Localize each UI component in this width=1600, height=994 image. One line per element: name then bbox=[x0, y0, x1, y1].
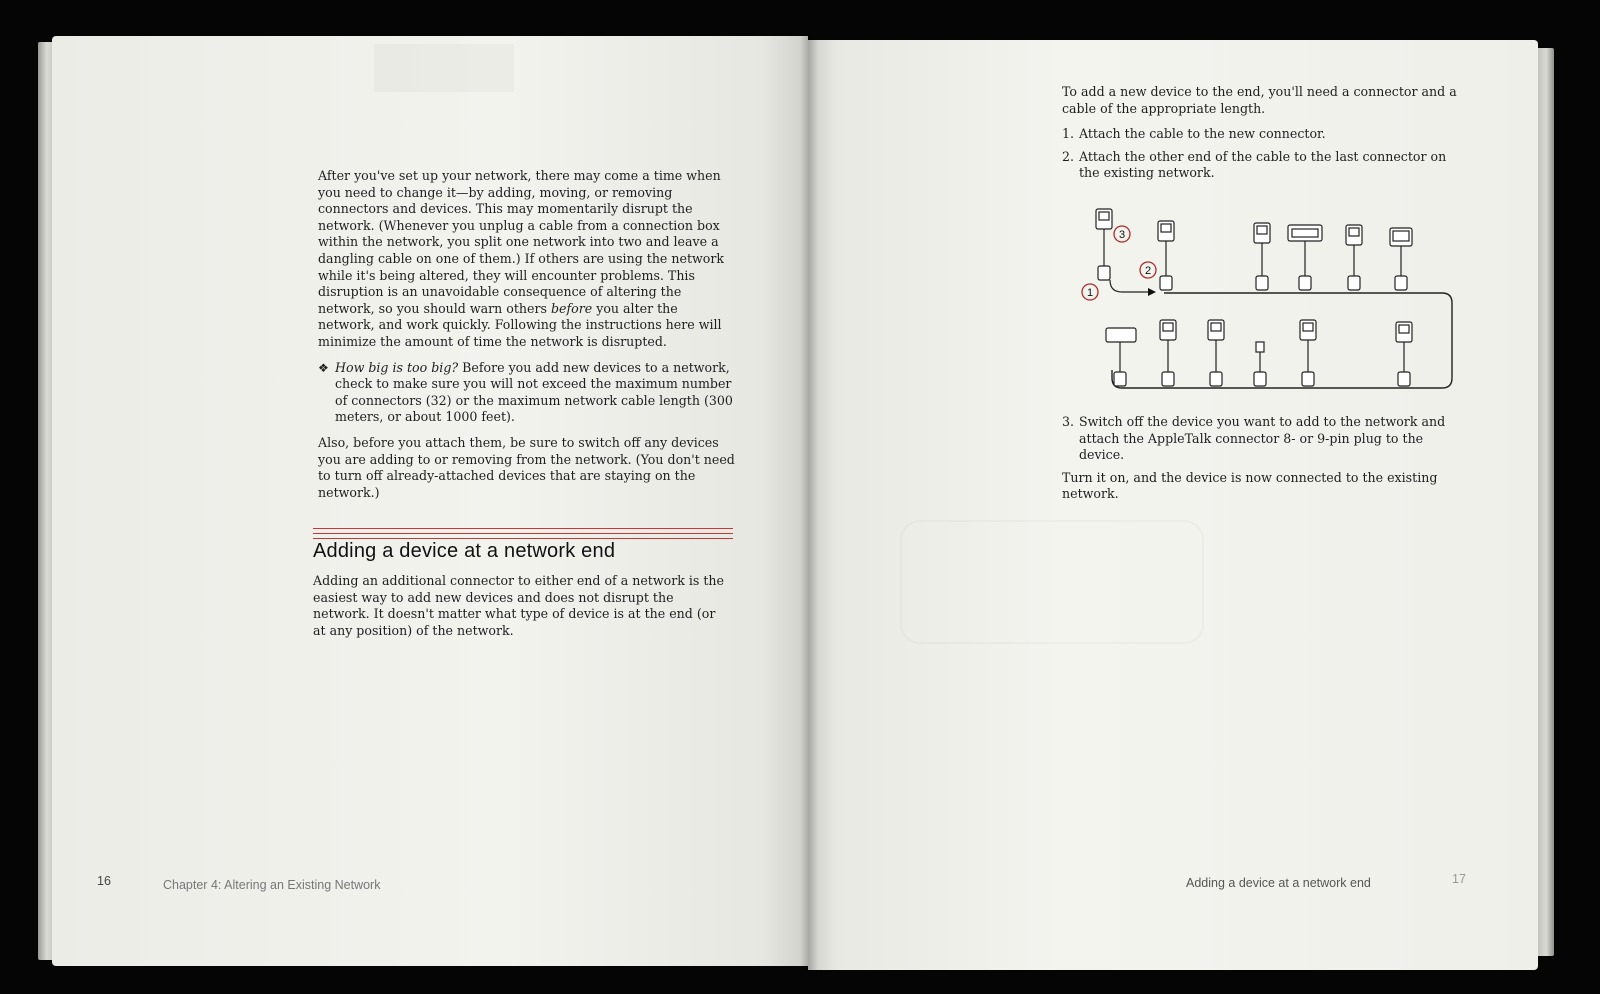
red-rule-middle bbox=[313, 533, 733, 534]
left-body bbox=[318, 168, 736, 510]
arrow-icon bbox=[1148, 288, 1156, 296]
tip-text: Before you add new devices to a network, check to make sure you will not exceed the maximum number of connectors (32) or the maximum network cable length (300 meters, or about 1000 feet). bbox=[335, 359, 733, 425]
plug-icon bbox=[1256, 342, 1264, 352]
page-number-left: 16 bbox=[97, 874, 111, 888]
top-row-devices bbox=[1096, 209, 1412, 290]
closing-paragraph: Turn it on, and the device is now connected to the existing network. bbox=[1062, 469, 1438, 502]
callout-3 bbox=[1114, 226, 1130, 242]
running-footer-right: Adding a device at a network end bbox=[1186, 876, 1371, 890]
callout-1 bbox=[1082, 284, 1098, 300]
steps-list-continued bbox=[1062, 414, 1466, 464]
red-rule-bottom bbox=[313, 538, 733, 539]
red-rule-top bbox=[313, 528, 733, 529]
tip-question: How big is too big? bbox=[335, 359, 459, 375]
step-item: 1. Attach the cable to the new connector. bbox=[1062, 126, 1326, 142]
diamond-bullet-icon: ❖ bbox=[318, 360, 329, 375]
svg-text:3: 3 bbox=[1118, 229, 1126, 241]
svg-text:2: 2 bbox=[1144, 265, 1152, 277]
network-diagram bbox=[1086, 200, 1492, 410]
connector-box-icon bbox=[1299, 276, 1311, 290]
right-body-top bbox=[1062, 84, 1466, 188]
new-cable bbox=[1110, 280, 1150, 292]
section-heading: Adding a device at a network end bbox=[313, 540, 616, 562]
connector-box-icon bbox=[1256, 276, 1268, 290]
connector-box-icon bbox=[1395, 276, 1407, 290]
page-number-right: 17 bbox=[1452, 872, 1466, 886]
mac-screen-icon bbox=[1099, 212, 1109, 220]
running-footer-left: Chapter 4: Altering an Existing Network bbox=[163, 878, 381, 892]
right-intro-paragraph: To add a new device to the end, you'll need a connector and a cable of the appropriate length. bbox=[1062, 84, 1457, 116]
section-paragraph: Adding an additional connector to either end of a network is the easiest way to add new devices and does not disrupt the network. It doesn't matter what type of device is at the end (or at any position) of the network. bbox=[313, 573, 724, 638]
show-through-shape bbox=[900, 520, 1204, 644]
connector-box-icon bbox=[1348, 276, 1360, 290]
callout-2 bbox=[1140, 262, 1156, 278]
show-through-block bbox=[374, 44, 514, 92]
book-gutter bbox=[800, 36, 818, 970]
svg-text:1: 1 bbox=[1086, 287, 1094, 299]
connector-box-icon bbox=[1160, 276, 1172, 290]
step-item: 3. Switch off the device you want to add to the network and attach the AppleTalk connector 8- or 9-pin plug to the device. bbox=[1062, 414, 1446, 463]
steps-list bbox=[1062, 126, 1466, 182]
emphasis-before: before bbox=[550, 300, 593, 316]
imagewriter-icon bbox=[1106, 328, 1136, 342]
also-paragraph: Also, before you attach them, be sure to switch off any devices you are adding to or removing from the network. (You don't need to turn off already-attached devices that are staying on the network.) bbox=[318, 434, 735, 500]
step-item: 2. Attach the other end of the cable to the last connector on the existing network. bbox=[1062, 148, 1447, 181]
intro-paragraph: After you've set up your network, there may come a time when you need to change it—by adding, moving, or removing connectors and devices. This may momentarily disrupt the network. (Whenever you unplug a cable from a connection box within the network, you split one network into two and leave a dangling cable on one of them.) If others are using the network while it's being altered, they will encounter problems. This disruption is an unavoidable consequence of altering the network, so you should warn others before you alter the network, and work quickly. Following the instructions here will minimize the amount of time the network is disrupted. bbox=[318, 168, 725, 349]
tip-bullet bbox=[318, 360, 736, 426]
connector-box-icon bbox=[1098, 266, 1110, 280]
bottom-row-devices bbox=[1106, 320, 1412, 386]
right-body-bottom bbox=[1062, 414, 1466, 512]
connector-box-icon bbox=[1114, 372, 1126, 386]
